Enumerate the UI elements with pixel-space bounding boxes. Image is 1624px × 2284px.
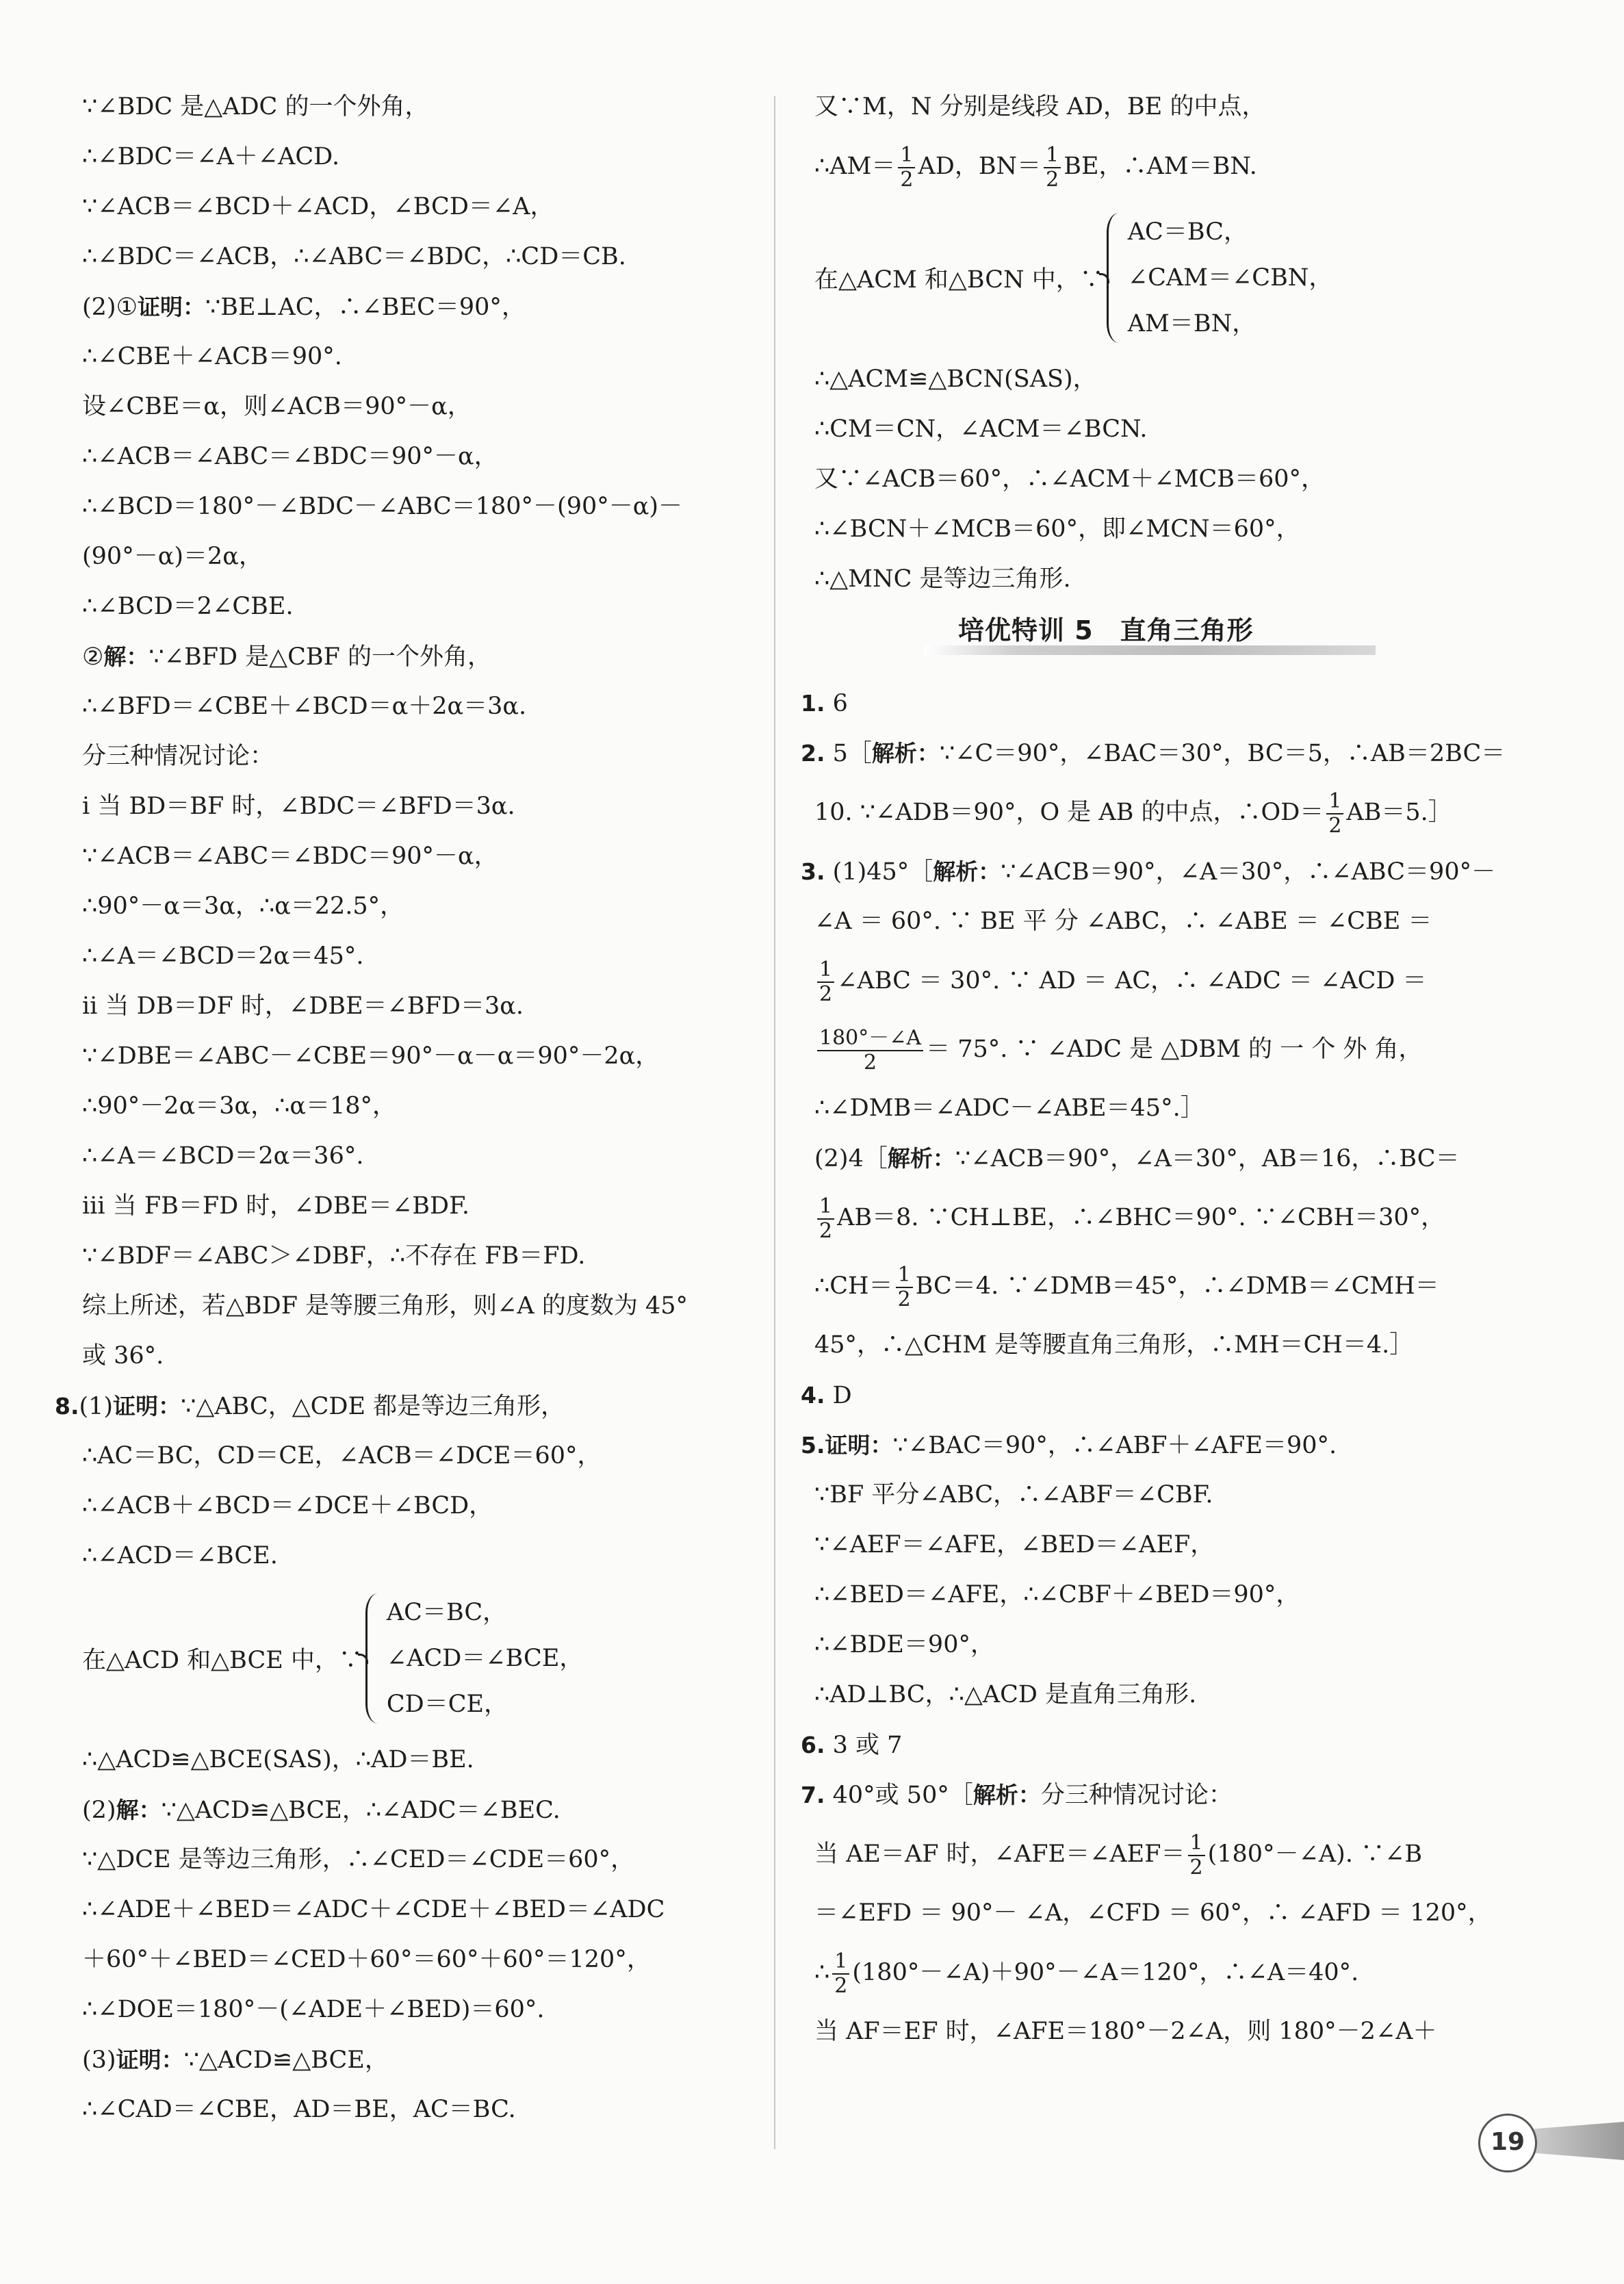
text-line: ②解：∵∠BFD 是△CBF 的一个外角， — [82, 643, 492, 671]
text-line: ⅱ 当 DB＝DF 时，∠DBE＝∠BFD＝3α. — [82, 992, 524, 1020]
text-line: 6. 3 或 7 — [801, 1732, 903, 1759]
section-title: 培优特训 5 直角三角形 — [958, 615, 1254, 645]
text-line: ∴∠BED＝∠AFE，∴∠CBF＋∠BED＝90°， — [814, 1581, 1300, 1608]
text-line: ∠A ＝ 60°. ∵ BE 平 分 ∠ABC，∴ ∠ABE ＝ ∠CBE ＝ — [814, 908, 1432, 935]
equation-system: 在△ACD 和△BCE 中，∵ AC＝BC， ∠ACD＝∠BCE， CD＝CE， — [82, 1581, 753, 1735]
text-line: 10. ∵∠ADB＝90°，O 是 AB 的中点，∴OD＝ $\frac{1}{2}$ AB＝5.］ — [814, 788, 1452, 838]
brace-icon — [365, 1593, 383, 1723]
right-column — [801, 82, 1506, 2057]
text-line: 分三种情况讨论： — [82, 743, 274, 770]
text-line: 当 AF＝EF 时，∠AFE＝180°－2∠A，则 180°－2∠A＋ — [814, 2018, 1437, 2045]
label-solution: 解： — [103, 643, 149, 670]
label-proof: 证明： — [116, 2046, 184, 2073]
text-line: ∴ $\frac{1}{2}$ (180°－∠A)＋90°－∠A＝120°，∴∠A＝40°. — [814, 1949, 1359, 1998]
text-line: 或 36°. — [82, 1342, 164, 1370]
text-line: ∴△ACD≌△BCE(SAS)，∴AD＝BE. — [82, 1746, 474, 1773]
text-line: ∴AM＝ $\frac{1}{2}$ AD，BN＝ $\frac{1}{2}$ BE，∴AM＝BN. — [814, 142, 1257, 192]
text-line: ∴∠ACD＝∠BCE. — [82, 1542, 278, 1569]
left-column — [55, 82, 753, 2135]
text-line: ∴∠CAD＝∠CBE，AD＝BE，AC＝BC. — [82, 2096, 516, 2123]
fraction: $\frac{1}{2}$ — [1188, 1832, 1205, 1879]
question-number: 8. — [55, 1393, 79, 1420]
text-line: 2. 5［解析：∵∠C＝90°，∠BAC＝30°，BC＝5，∴AB＝2BC＝ — [801, 740, 1506, 767]
text-line: ∵△DCE 是等边三角形，∴∠CED＝∠CDE＝60°， — [82, 1846, 635, 1873]
text-line: ∴∠BCD＝2∠CBE. — [82, 593, 294, 620]
label-solution: 解： — [116, 1797, 162, 1823]
text-line: ∴△MNC 是等边三角形. — [814, 565, 1071, 593]
text-line: 3. (1)45°［解析：∵∠ACB＝90°，∠A＝30°，∴∠ABC＝90°－ — [801, 858, 1496, 886]
section-heading — [814, 610, 1499, 658]
text-line: (2)4［解析：∵∠ACB＝90°，∠A＝30°，AB＝16，∴BC＝ — [814, 1145, 1460, 1172]
fraction: $\frac{1}{2}$ — [832, 1950, 849, 1998]
text-line: 5.证明：∵∠BAC＝90°，∴∠ABF＋∠AFE＝90°. — [801, 1432, 1337, 1459]
fraction: $\frac{1}{2}$ — [817, 958, 834, 1006]
text-line: 4. D — [801, 1382, 852, 1409]
label-proof: 证明： — [113, 1393, 181, 1420]
page-tab-decoration — [1526, 2122, 1624, 2160]
column-divider — [774, 96, 775, 2149]
text-line: ＝∠EFD ＝ 90°－ ∠A，∠CFD ＝ 60°，∴ ∠AFD ＝ 120°， — [814, 1899, 1492, 1927]
equation-system: 在△ACM 和△BCN 中，∵ AC＝BC， ∠CAM＝∠CBN， AM＝BN， — [814, 201, 1499, 355]
text-line: 8.(1)证明：∵△ABC，△CDE 都是等边三角形， — [55, 1393, 565, 1420]
fraction: $\frac{1}{2}$ — [1326, 790, 1343, 838]
fraction: $\frac{1}{2}$ — [1044, 144, 1061, 192]
brace-icon — [1107, 213, 1124, 343]
text-line: ∴∠BDC＝∠ACB，∴∠ABC＝∠BDC，∴CD＝CB. — [82, 243, 626, 270]
text-line: ∴CM＝CN，∠ACM＝∠BCN. — [814, 415, 1148, 443]
text-line: ∴90°－2α＝3α，∴α＝18°， — [82, 1092, 397, 1120]
text-line: ∵∠BDC 是△ADC 的一个外角， — [82, 93, 429, 120]
text-line: 又∵M，N 分别是线段 AD，BE 的中点， — [814, 93, 1266, 120]
text-line: $\frac{1}{2}$ AB＝8. ∵CH⊥BE，∴∠BHC＝90°. ∵∠CBH＝30°， — [814, 1183, 1499, 1252]
text-line: 7. 40°或 50°［解析：分三种情况讨论： — [801, 1782, 1233, 1809]
text-line: ∴△ACM≌△BCN(SAS)， — [814, 365, 1097, 393]
text-line: ∴∠BDE＝90°， — [814, 1631, 994, 1658]
text-line: ∴∠BFD＝∠CBE＋∠BCD＝α＋2α＝3α. — [82, 693, 527, 720]
text-line: ∴∠DMB＝∠ADC－∠ABE＝45°.］ — [814, 1094, 1204, 1122]
page-number: 19 — [1478, 2114, 1537, 2172]
text-line: ∴CH＝ $\frac{1}{2}$ BC＝4. ∵∠DMB＝45°，∴∠DMB＝∠CMH＝ — [814, 1262, 1439, 1311]
text-line: ∵∠AEF＝∠AFE，∠BED＝∠AEF， — [814, 1531, 1215, 1558]
text-line: ∴∠BCN＋∠MCB＝60°，即∠MCN＝60°， — [814, 515, 1300, 543]
text-line: ∵BF 平分∠ABC，∴∠ABF＝∠CBF. — [814, 1481, 1213, 1509]
text-line: ∴AC＝BC，CD＝CE，∠ACB＝∠DCE＝60°， — [82, 1442, 602, 1470]
text-line: ＋60°＋∠BED＝∠CED＋60°＝60°＋60°＝120°， — [82, 1946, 651, 1973]
text-line: ∴∠CBE＋∠ACB＝90°. — [82, 343, 342, 370]
text-line: ∵∠ACB＝∠BCD＋∠ACD，∠BCD＝∠A， — [82, 193, 554, 220]
text-line: 综上所述，若△BDF 是等腰三角形，则∠A 的度数为 45° — [82, 1292, 688, 1320]
text-line: ∴∠ACB＝∠ABC＝∠BDC＝90°－α， — [82, 443, 498, 470]
text-line: $\frac{180^\circ-\angle A}{2}$ ＝ 75°. ∵ ∠ADC 是 △DBM 的 一 个 外 角， — [814, 1015, 1499, 1083]
text-line: ⅰ 当 BD＝BF 时，∠BDC＝∠BFD＝3α. — [82, 793, 515, 820]
text-line: $\frac{1}{2}$ ∠ABC ＝ 30°. ∵ AD ＝ AC，∴ ∠ADC ＝ ∠ACD ＝ — [814, 947, 1499, 1015]
text-line: ∵∠DBE＝∠ABC－∠CBE＝90°－α－α＝90°－2α， — [82, 1042, 660, 1070]
text-line: 设∠CBE＝α，则∠ACB＝90°－α， — [82, 393, 472, 420]
text-line: ∴∠ACB＋∠BCD＝∠DCE＋∠BCD， — [82, 1492, 493, 1519]
fraction: $\frac{180^\circ-\angle A}{2}$ — [817, 1027, 923, 1075]
text-line: ∴∠ADE＋∠BED＝∠ADC＋∠CDE＋∠BED＝∠ADC — [82, 1896, 665, 1923]
text-line: ∴∠DOE＝180°－(∠ADE＋∠BED)＝60°. — [82, 1996, 545, 2023]
text-line: ∵∠ACB＝∠ABC＝∠BDC＝90°－α， — [82, 843, 498, 870]
text-line: ∴AD⊥BC，∴△ACD 是直角三角形. — [814, 1681, 1197, 1708]
label-proof: 证明： — [137, 294, 205, 320]
text-line: ∴∠A＝∠BCD＝2α＝36°. — [82, 1142, 364, 1170]
text-line: 当 AE＝AF 时，∠AFE＝∠AEF＝ $\frac{1}{2}$ (180°－∠A). ∵∠B — [814, 1830, 1423, 1879]
text-line: 1. 6 — [801, 690, 848, 717]
text-line: (90°－α)＝2α， — [82, 543, 263, 570]
fraction: $\frac{1}{2}$ — [817, 1195, 834, 1243]
text-line: 45°，∴△CHM 是等腰直角三角形，∴MH＝CH＝4.］ — [814, 1331, 1414, 1359]
text-line: 又∵∠ACB＝60°，∴∠ACM＋∠MCB＝60°， — [814, 465, 1326, 493]
text-line: ∴∠BDC＝∠A＋∠ACD. — [82, 143, 340, 170]
text-line: ∴∠BCD＝180°－∠BDC－∠ABC＝180°－(90°－α)－ — [82, 493, 683, 520]
text-line: ∴90°－α＝3α，∴α＝22.5°， — [82, 893, 404, 920]
fraction: $\frac{1}{2}$ — [898, 144, 915, 192]
text-line: ∴∠A＝∠BCD＝2α＝45°. — [82, 942, 364, 970]
fraction: $\frac{1}{2}$ — [896, 1263, 913, 1311]
text-line: (2)①证明：∵BE⊥AC，∴∠BEC＝90°， — [82, 294, 526, 321]
text-line: ⅲ 当 FB＝FD 时，∠DBE＝∠BDF. — [82, 1192, 470, 1220]
text-line: ∵∠BDF＝∠ABC＞∠DBF，∴不存在 FB＝FD. — [82, 1242, 586, 1270]
text-line: (3)证明：∵△ACD≌△BCE， — [82, 2046, 389, 2074]
text-line: (2)解：∵△ACD≌△BCE，∴∠ADC＝∠BEC. — [82, 1797, 560, 1824]
